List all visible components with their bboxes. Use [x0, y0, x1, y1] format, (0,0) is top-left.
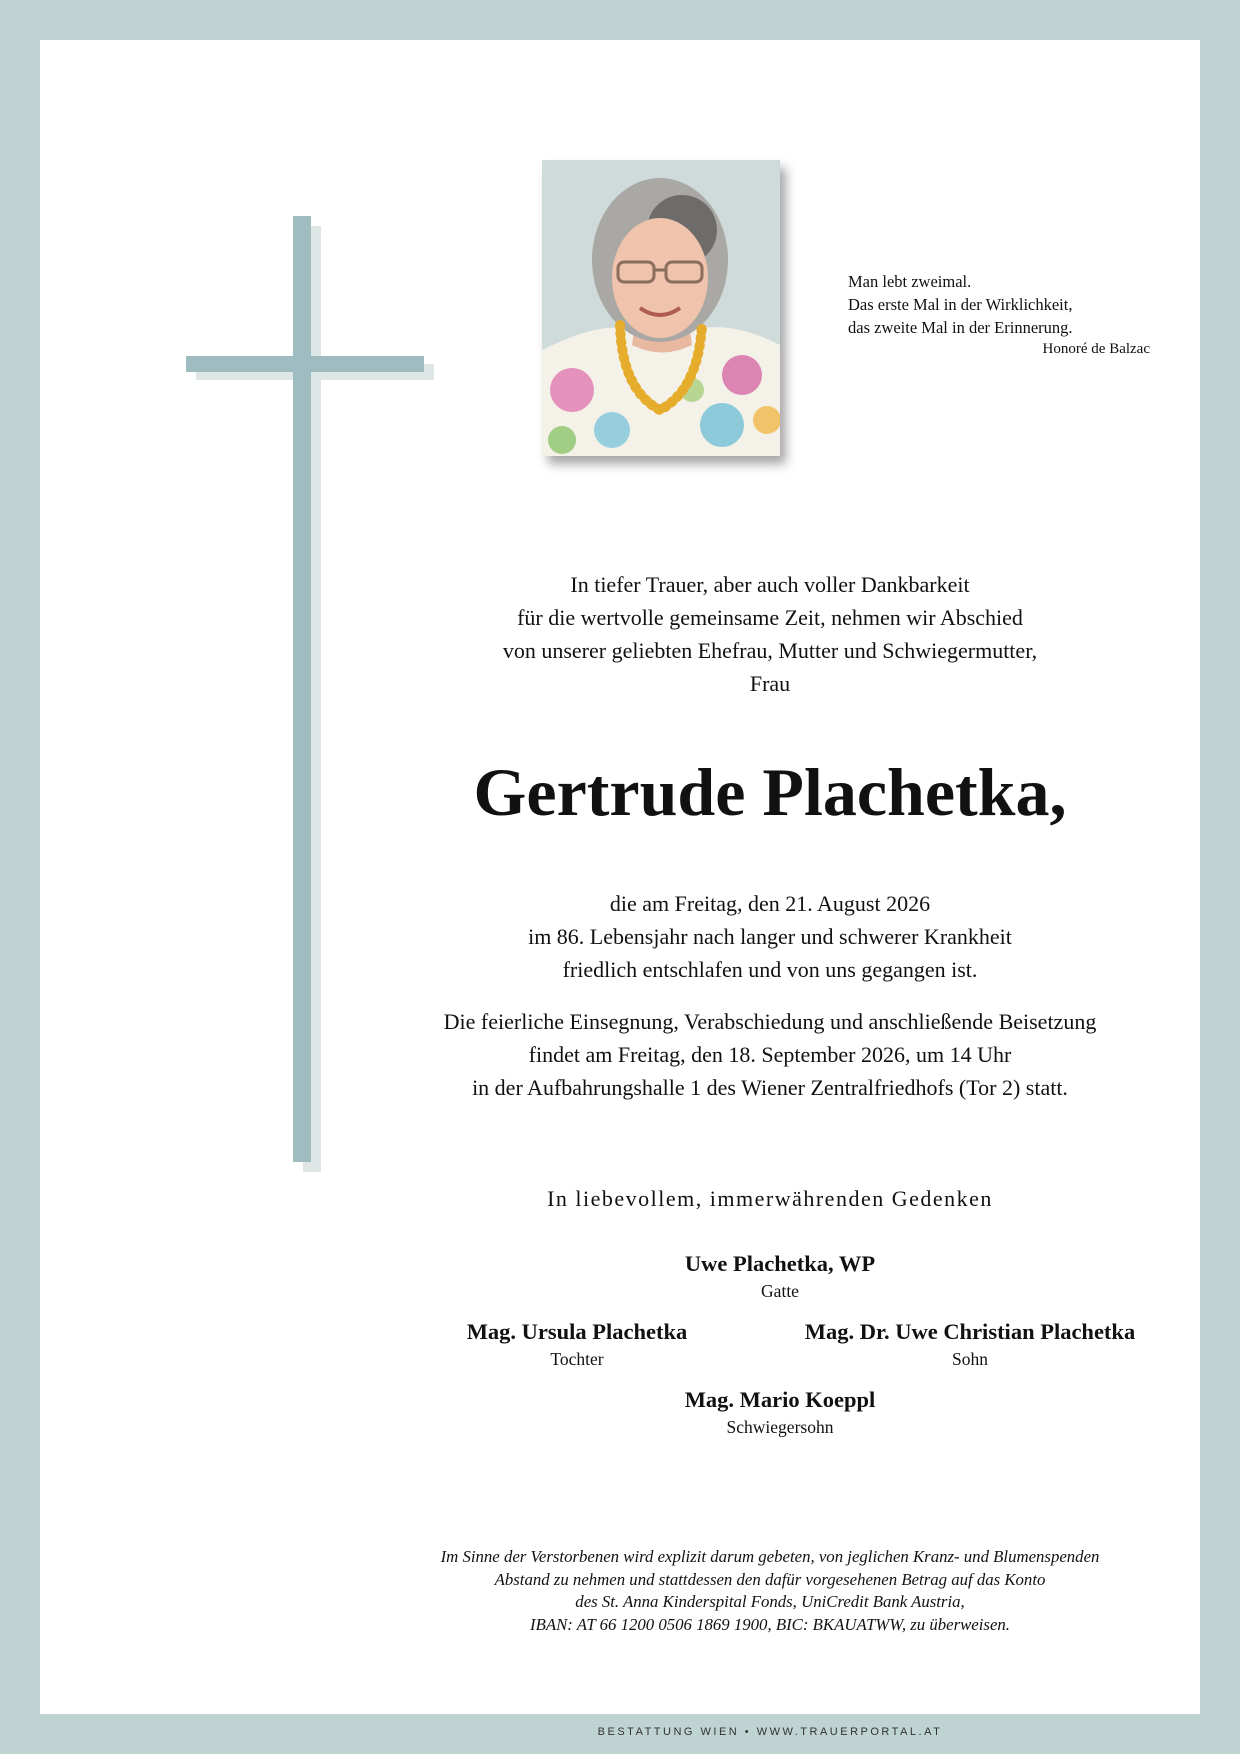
death-line: die am Freitag, den 21. August 2026: [609, 891, 931, 916]
intro-text: [360, 568, 1180, 700]
mourner-relation: Gatte: [761, 1281, 799, 1301]
memory-heading: In liebevollem, immerwährenden Gedenken: [547, 1186, 993, 1211]
intro-line: Frau: [749, 671, 791, 696]
funeral-line: in der Aufbahrungshalle 1 des Wiener Zentralfriedhofs (Tor 2) statt.: [472, 1075, 1068, 1100]
intro-line: von unserer geliebten Ehefrau, Mutter und Schwiegermutter,: [502, 638, 1038, 663]
quote-line: Das erste Mal in der Wirklichkeit,: [848, 295, 1073, 314]
quote-line: das zweite Mal in der Erinnerung.: [848, 318, 1073, 337]
mourner-name: Uwe Plachetka, WP: [684, 1251, 876, 1276]
donation-line: IBAN: AT 66 1200 0506 1869 1900, BIC: BKAUATWW, zu überweisen.: [530, 1614, 1010, 1634]
donation-line: des St. Anna Kinderspital Fonds, UniCredit Bank Austria,: [575, 1592, 965, 1611]
funeral-line: findet am Freitag, den 18. September 2026, um 14 Uhr: [528, 1042, 1012, 1067]
mourner-entry: [560, 1250, 1000, 1304]
mourner-entry: [740, 1318, 1200, 1372]
deceased-name: Gertrude Plachetka,: [473, 754, 1067, 830]
death-line: im 86. Lebensjahr nach langer und schwerer Krankheit: [528, 924, 1012, 949]
intro-line: für die wertvolle gemeinsame Zeit, nehmen wir Abschied: [517, 605, 1023, 630]
mourner-name: Mag. Ursula Plachetka: [466, 1319, 688, 1344]
mourner-relation: Sohn: [952, 1349, 988, 1369]
funeral-line: Die feierliche Einsegnung, Verabschiedung und anschließende Beisetzung: [443, 1009, 1097, 1034]
intro-line: In tiefer Trauer, aber auch voller Dankbarkeit: [570, 572, 970, 597]
quote-author: Honoré de Balzac: [1042, 341, 1150, 357]
obituary-page: [40, 40, 1200, 1738]
quote-line: Man lebt zweimal.: [848, 272, 972, 291]
funeral-details: [360, 1005, 1180, 1104]
mourner-relation: Schwiegersohn: [726, 1417, 834, 1437]
donation-request: [360, 1546, 1180, 1636]
death-line: friedlich entschlafen und von uns gegangen ist.: [562, 957, 978, 982]
mourner-name: Mag. Dr. Uwe Christian Plachetka: [804, 1319, 1136, 1344]
footer-credit: BESTATTUNG WIEN • WWW.TRAUERPORTAL.AT: [597, 1726, 943, 1738]
mourner-entry: [397, 1318, 757, 1372]
donation-line: Im Sinne der Verstorbenen wird explizit darum gebeten, von jeglichen Kranz- und Blumenspenden: [440, 1547, 1100, 1566]
donation-line: Abstand zu nehmen und stattdessen den dafür vorgesehenen Betrag auf das Konto: [494, 1569, 1046, 1589]
mourner-relation: Tochter: [550, 1349, 604, 1369]
mourner-name: Mag. Mario Koeppl: [684, 1387, 876, 1412]
mourner-entry: [560, 1386, 1000, 1440]
quote-block: [848, 270, 1150, 359]
portrait-photo: [542, 160, 780, 456]
death-notice: [360, 887, 1180, 986]
